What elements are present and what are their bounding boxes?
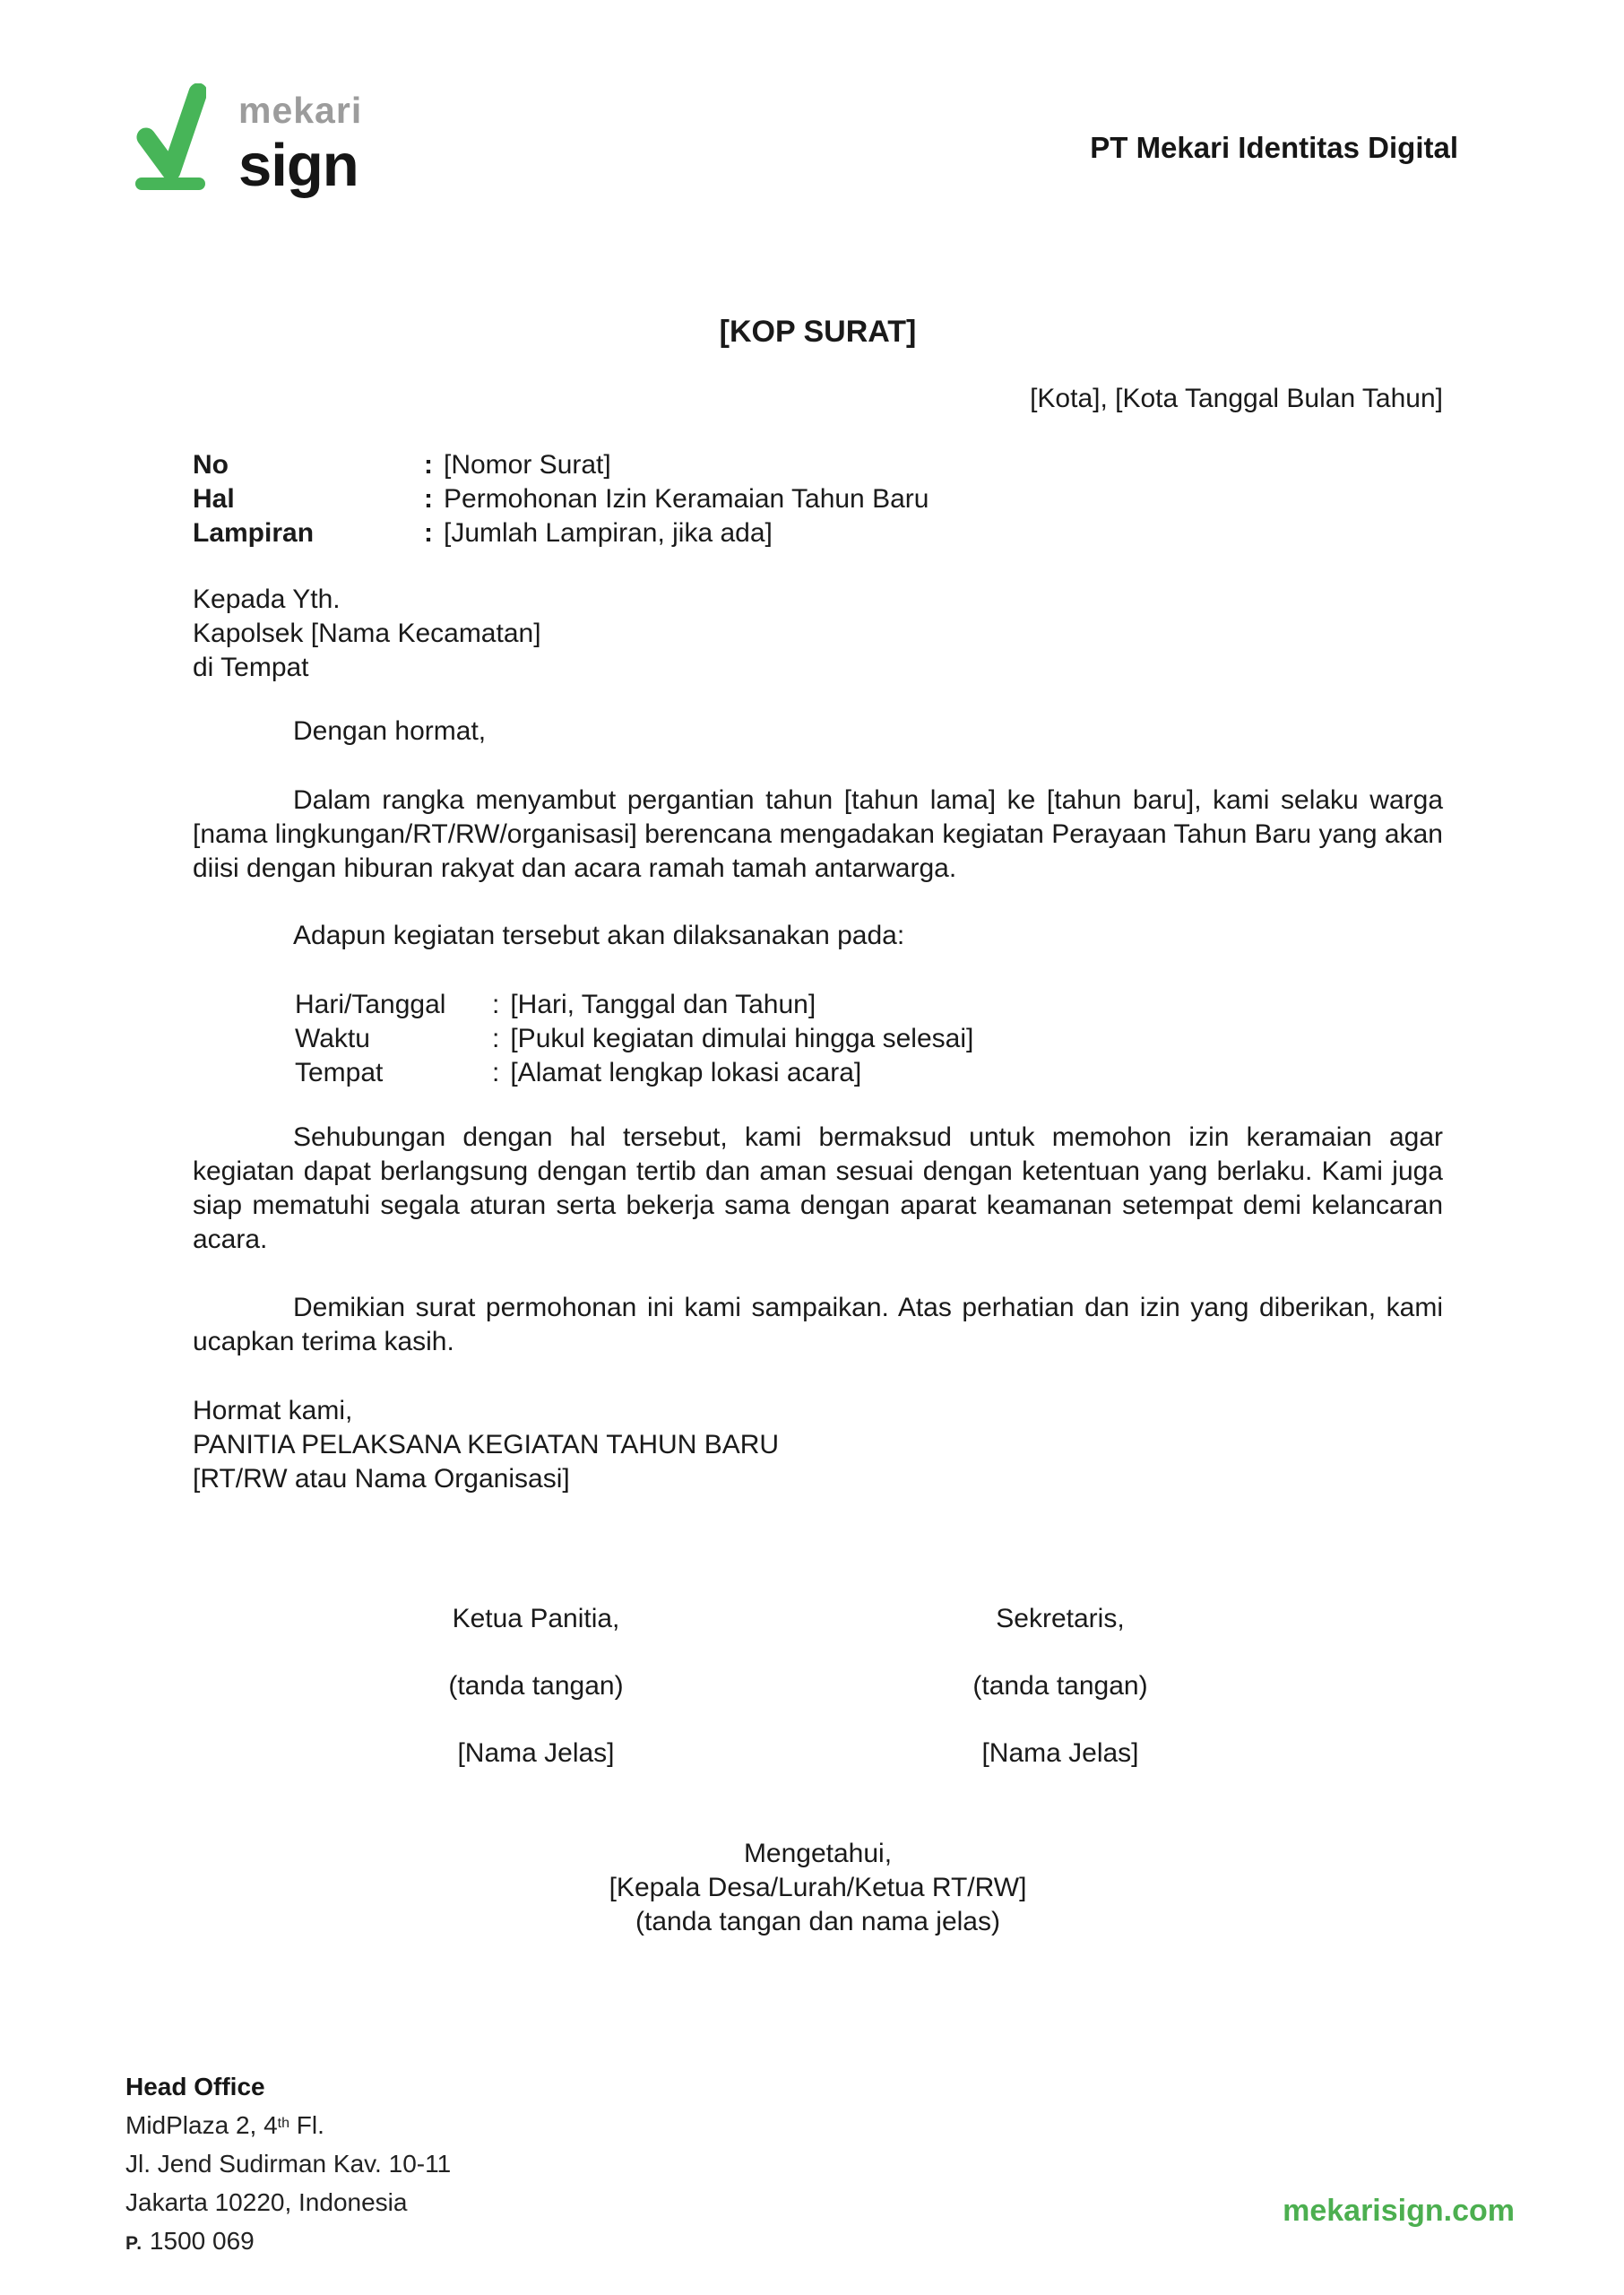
recipient-line: Kapolsek [Nama Kecamatan]	[193, 619, 541, 648]
recipient-line: di Tempat	[193, 653, 309, 682]
letterhead-placeholder: [KOP SURAT]	[719, 315, 917, 349]
signer-role: Sekretaris,	[996, 1604, 1125, 1633]
address1-post: Fl.	[289, 2111, 324, 2139]
signer-name: [Nama Jelas]	[981, 1738, 1139, 1768]
acknowledgement-block	[193, 1837, 1443, 1939]
recipient-block	[193, 583, 1443, 685]
closing-line: PANITIA PELAKSANA KEGIATAN TAHUN BARU	[193, 1430, 780, 1459]
recipient-line: Kepada Yth.	[193, 585, 341, 614]
checkmark-icon	[134, 83, 206, 190]
footer-address-block	[125, 2067, 451, 2263]
paragraph-closing: Demikian surat permohonan ini kami sampaikan. Atas perhatian dan izin yang diberikan, kami ucapkan terima kasih.	[193, 1293, 1443, 1356]
detail-label: Tempat	[295, 1058, 384, 1087]
meta-colon: :	[424, 484, 433, 514]
acknowledgement-line: Mengetahui,	[743, 1839, 893, 1868]
meta-row-hal	[193, 482, 1443, 516]
meta-value: Permohonan Izin Keramaian Tahun Baru	[444, 484, 929, 514]
meta-row-lampiran	[193, 516, 1443, 550]
signature-placeholder: (tanda tangan)	[448, 1671, 624, 1701]
company-name: PT Mekari Identitas Digital	[1090, 131, 1458, 164]
detail-value: [Hari, Tanggal dan Tahun]	[510, 990, 816, 1019]
meta-value: [Nomor Surat]	[444, 450, 611, 480]
signer-name: [Nama Jelas]	[457, 1738, 615, 1768]
address1-superscript: th	[277, 2116, 289, 2131]
closing-block	[193, 1394, 1443, 1496]
date-line: [Kota], [Kota Tanggal Bulan Tahun]	[1030, 384, 1443, 413]
phone-label: P.	[125, 2233, 143, 2254]
detail-colon: :	[492, 1024, 500, 1053]
closing-line: [RT/RW atau Nama Organisasi]	[193, 1464, 570, 1494]
detail-value: [Alamat lengkap lokasi acara]	[510, 1058, 862, 1087]
meta-block	[193, 448, 1443, 550]
signature-section	[193, 1602, 1443, 1771]
paragraph-request: Sehubungan dengan hal tersebut, kami bermaksud untuk memohon izin keramaian agar kegiatan dapat berlangsung dengan tertib dan aman sesuai dengan ketentuan yang berlaku. Kami juga siap mematuhi segala aturan serta bekerja sama dengan aparat keamanan setempat demi kelancaran acara.	[193, 1122, 1443, 1254]
event-details	[295, 988, 1443, 1090]
logo-word-sign: sign	[238, 132, 358, 199]
letter-body	[193, 312, 1443, 1939]
detail-row-time	[295, 1022, 1443, 1056]
mekari-sign-logo	[134, 83, 363, 199]
meta-colon: :	[424, 518, 433, 548]
detail-label: Waktu	[295, 1024, 370, 1053]
meta-row-no	[193, 448, 1443, 482]
meta-value: [Jumlah Lampiran, jika ada]	[444, 518, 773, 548]
detail-value: [Pukul kegiatan dimulai hingga selesai]	[510, 1024, 974, 1053]
detail-colon: :	[492, 990, 500, 1019]
website-link[interactable]: mekarisign.com	[1283, 2194, 1515, 2228]
logo-word-mekari: mekari	[238, 90, 363, 131]
paragraph-opening: Dalam rangka menyambut pergantian tahun [tahun lama] ke [tahun baru], kami selaku warga [nama lingkungan/RT/RW/organisasi] berencana mengadakan kegiatan Perayaan Tahun Baru yang akan diisi dengan hiburan rakyat dan acara ramah tamah antarwarga.	[193, 785, 1443, 883]
detail-colon: :	[492, 1058, 500, 1087]
meta-label: No	[193, 450, 229, 480]
signature-col-chairman	[357, 1602, 715, 1771]
footer-address-line2: Jl. Jend Sudirman Kav. 10-11	[125, 2150, 452, 2178]
logo-wordmark	[238, 83, 363, 199]
footer-address-line3: Jakarta 10220, Indonesia	[125, 2188, 408, 2216]
detail-label: Hari/Tanggal	[295, 990, 446, 1019]
footer-phone	[125, 2221, 451, 2263]
salutation: Dengan hormat,	[293, 716, 487, 746]
meta-colon: :	[424, 450, 433, 480]
footer-address-line1	[125, 2106, 451, 2144]
closing-line: Hormat kami,	[193, 1396, 353, 1425]
acknowledgement-line: [Kepala Desa/Lurah/Ketua RT/RW]	[609, 1873, 1027, 1902]
meta-label: Hal	[193, 484, 235, 514]
footer-office-title: Head Office	[125, 2073, 265, 2100]
meta-label: Lampiran	[193, 518, 315, 548]
address1-pre: MidPlaza 2, 4	[125, 2111, 278, 2139]
phone-number: 1500 069	[149, 2227, 255, 2255]
detail-row-date	[295, 988, 1443, 1022]
event-intro: Adapun kegiatan tersebut akan dilaksanakan pada:	[293, 921, 905, 950]
acknowledgement-line: (tanda tangan dan nama jelas)	[635, 1907, 1000, 1936]
detail-row-place	[295, 1056, 1443, 1090]
signature-placeholder: (tanda tangan)	[972, 1671, 1148, 1701]
signature-col-secretary	[881, 1602, 1240, 1771]
signer-role: Ketua Panitia,	[452, 1604, 620, 1633]
